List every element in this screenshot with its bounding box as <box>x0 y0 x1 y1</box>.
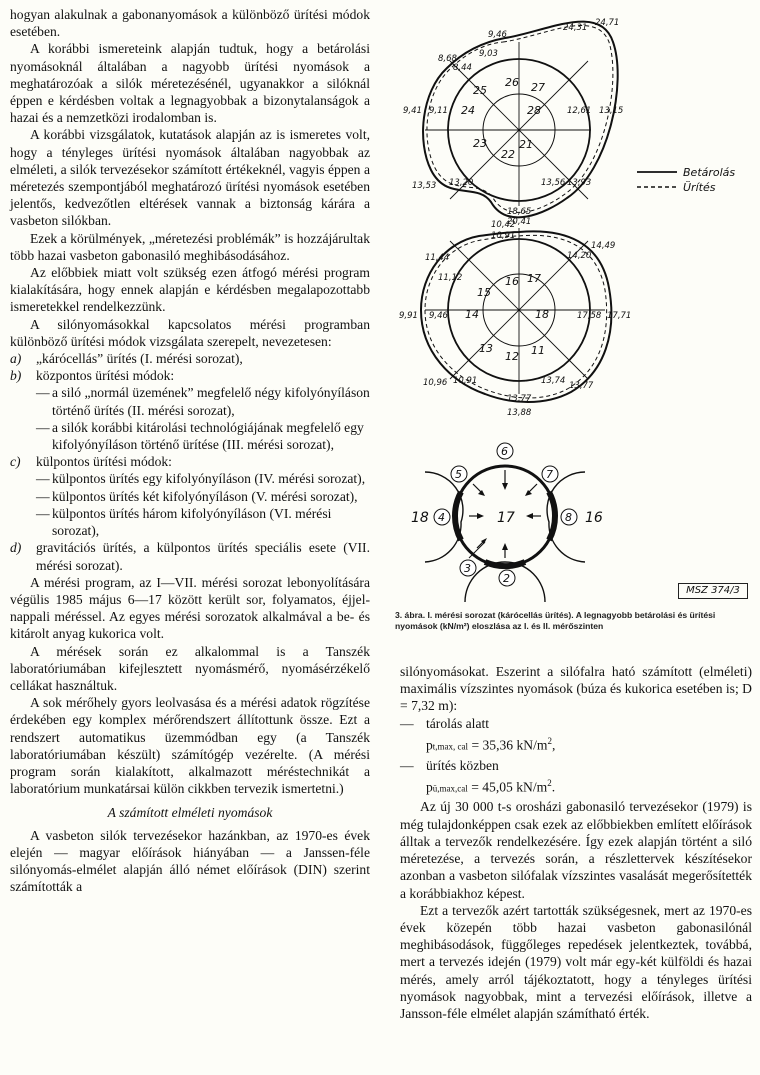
sub-list-text: külpontos ürítés három kifolyónyíláson (VI. mérési sorozat), <box>52 505 332 539</box>
gauge-number: 7 <box>546 468 553 481</box>
value-label: 8,68 <box>438 54 457 64</box>
value-label: 13,77 <box>507 394 532 404</box>
paragraph: Ezek a körülmények, „méretezési problémák” is hozzájárultak több hazai vasbeton gabonasiló meghibásodásához. <box>10 230 370 263</box>
value-label: 11,12 <box>438 273 463 283</box>
value-label: 17,71 <box>607 311 632 321</box>
gauge-number: 11 <box>531 344 545 357</box>
list-item: — tárolás alatt <box>400 715 752 732</box>
gauge-number: 27 <box>531 81 545 94</box>
paragraph: Az új 30 000 t-s orosházi gabonasiló tervezésekor (1979) is még tulajdonképpen csak ezek az előbbiekben említett előírások álltak a tervezők rendelkezésére. Így ezek alapján történt a siló méretezése, a tervezés során, a részlettervek készítésekor azonban a vasbeton silófalak vízszintes vasalását megerősítették a korábbiakhoz képest. <box>400 799 752 901</box>
right-column <box>400 663 752 1022</box>
section-heading: A számított elméleti nyomások <box>107 805 273 821</box>
sub-list-item: — külpontos ürítés egy kifolyónyíláson (IV. mérési sorozat), <box>10 470 370 487</box>
value-label: 9,91 <box>399 311 418 321</box>
value-label: 14,20 <box>567 251 592 261</box>
list-text: gravitációs ürítés, a külpontos ürítés speciális esete (VII. mérési sorozat). <box>36 540 370 573</box>
value-label: 13,20 <box>449 178 474 188</box>
cell-layout-schematic <box>411 443 603 602</box>
value-label: 18,65 <box>507 207 532 217</box>
list-text: ürítés közben <box>426 757 499 773</box>
figure-caption: 3. ábra. I. mérési sorozat (kárócellás ürítés). A legnagyobb betárolási és ürítési nyomások (kN/m²) eloszlása az I. és II. mérőszinten <box>395 610 716 631</box>
value-label: 10,96 <box>423 378 448 388</box>
paragraph: silónyomásokat. Eszerint a silófalra ható számított (elméleti) maximális vízszintes nyomások (búza és kukorica esetében is; D = 7,32 m): <box>400 664 752 714</box>
paragraph: A korábbi vizsgálatok, kutatások alapján az is ismeretes volt, hogy a tényleges ürítési nyomások általában nagyobbak az elméleti, a silók tervezésekor számított értékeknél, vagyis éppen a méretezés szempontjából meghatározó ürítési nyomások esetében jelentős, kedvezőtlen eltérések vannak a biztonság kárára a vasbeton silókban. <box>10 127 370 229</box>
gauge-number: 22 <box>501 148 515 161</box>
standard-stamp: MSZ 374/3 <box>678 583 748 599</box>
gauge-number: 6 <box>501 445 508 458</box>
list-text: tárolás alatt <box>426 715 490 731</box>
left-column <box>10 6 370 895</box>
paragraph: Az előbbiek miatt volt szükség ezen átfogó mérési program kialakítására, hogy ennek alapján e kérdésben megalapozottabb ismeretekkel rendelkezzünk. <box>10 265 370 315</box>
paragraph: A mérési program, az I—VII. mérési sorozat lebonyolítására végülis 1985 május 6—17 között került sor, folyamatos, éjjel-nappali méréssel. Az egyes mérési sorozatok alkalmával a be- és kitárolt anyag kukorica volt. <box>10 574 370 642</box>
value-label: 10,91 <box>453 376 478 386</box>
value-label: 11,44 <box>425 253 450 263</box>
value-label: 13,53 <box>412 181 437 191</box>
value-label: 9,46 <box>488 30 507 40</box>
gauge-number: 15 <box>477 286 491 299</box>
cell-number-center: 17 <box>497 510 515 526</box>
value-label: 9,11 <box>429 106 448 116</box>
gauge-number: 2 <box>503 572 510 585</box>
value-label: 9,46 <box>429 311 448 321</box>
list-text: központos ürítési módok: <box>36 368 175 384</box>
gauge-number: 13 <box>479 342 493 355</box>
value-label: 13,15 <box>599 106 624 116</box>
list-label: d) <box>10 540 22 556</box>
sub-list-text: a siló „normál üzemének” megfelelő négy kifolyónyíláson történő ürítés (II. mérési sorozat), <box>52 385 370 418</box>
gauge-number: 17 <box>527 272 541 285</box>
value-label: 24,31 <box>563 23 588 33</box>
diagram-level-1 <box>403 18 623 227</box>
gauge-number: 23 <box>473 137 487 150</box>
value-label: 13,74 <box>541 376 566 386</box>
value-label: 10,42 <box>491 220 516 230</box>
value-label: 9,41 <box>403 106 422 116</box>
list-text: „kárócellás” ürítés (I. mérési sorozat), <box>36 351 243 367</box>
list-text: külpontos ürítési módok: <box>36 454 172 470</box>
paragraph: Ezt a tervezők azért tartották szükségesnek, mert az 1970-es évek közepén több hazai vasbeton gabonasilónál meghibásodások, függőleges repedések jelentkeztek, továbbá, mert a tervezés idején (1979) volt már egy-két külföldi és hazai mérés, amely arról tájékoztatott, hogy a tényleges ürítési nyomások nagyobbak, mint a tervezési előírások, illetve a Jansson-féle elmélet alapján számítható érték. <box>400 902 752 1021</box>
list-item <box>10 367 370 384</box>
sub-list-item: — külpontos ürítés három kifolyónyíláson (VI. mérési sorozat), <box>10 505 370 539</box>
list-item: — ürítés közben <box>400 757 752 774</box>
paragraph: A sok mérőhely gyors leolvasása és a mérési adatok rögzítése érdekében egy komplex mérőrendszert állítottunk össze. Ezt a rendszert automatikus üzemmódban egy (a Tanszék laboratóriumában készült) számítógép vezérelte. (A mérési program során kialakított, alkalmazott méréstechnikát a laboratórium munkatársai külön cikkben tervezik ismertetni.) <box>10 695 370 797</box>
value-label: 13,56 <box>541 178 566 188</box>
gauge-number: 12 <box>505 350 519 363</box>
value-label: 13,93 <box>567 178 592 188</box>
legend-label-emptying: Ürítés <box>683 181 716 194</box>
gauge-number: 25 <box>473 84 487 97</box>
value-label: 17,58 <box>577 311 602 321</box>
value-label: 20,41 <box>507 217 532 227</box>
legend <box>637 166 735 194</box>
value-label: 13,88 <box>507 408 532 418</box>
list-label: b) <box>10 368 22 384</box>
gauge-number: 5 <box>455 468 462 481</box>
paragraph: A korábbi ismereteink alapján tudtuk, hogy a betárolási nyomásoknál általában a nagyobb ürítési nyomások a meghatározóak a silók méretezésénél, ugyanakkor a silóknál éppen e kérdésben voltak a legnagyobbak a bizonytalanságok a hazai és a nemzetközi irodalomban is. <box>10 41 370 126</box>
formula-filling: pt,max, cal = 35,36 $kN/m^2$, <box>426 735 556 753</box>
paragraph: A mérések során ez alkalommal is a Tanszék laboratóriumában kifejlesztett nyomásmérő, nyomásérzékelő cellákat használtuk. <box>10 643 370 693</box>
formula-emptying: pü,max,cal = 45,05 $kN/m^2$. <box>426 777 556 795</box>
gauge-number: 24 <box>461 104 475 117</box>
gauge-number: 8 <box>565 511 572 524</box>
gauge-number: 3 <box>464 562 471 575</box>
value-label: 8,44 <box>453 63 472 73</box>
gauge-number: 28 <box>527 104 541 117</box>
gauge-number: 14 <box>465 308 479 321</box>
cell-number-right: 16 <box>585 510 603 526</box>
figure-3 <box>395 2 757 642</box>
pressure-diagram <box>395 2 757 602</box>
value-label: 14,49 <box>591 241 616 251</box>
list-item <box>10 350 370 367</box>
value-label: 10,91 <box>491 231 516 241</box>
diagram-level-2 <box>399 220 631 418</box>
list-item <box>10 453 370 470</box>
value-label: 24,71 <box>595 18 620 28</box>
list-label: a) <box>10 351 22 367</box>
sub-list-item: — a silók korábbi kitárolási technológiájának megfelelő egy kifolyónyíláson történő ürítése (III. mérési sorozat), <box>10 419 370 453</box>
gauge-number: 4 <box>438 511 445 524</box>
cell-number-left: 18 <box>411 510 429 526</box>
gauge-number: 16 <box>505 275 519 288</box>
sub-list-text: a silók korábbi kitárolási technológiájának megfelelő egy kifolyónyíláson történő ürítése (III. mérési sorozat), <box>52 419 364 453</box>
gauge-number: 26 <box>505 76 519 89</box>
paragraph: hogyan alakulnak a gabonanyomások a különböző ürítési módok esetében. <box>10 7 370 40</box>
value-label: 13,77 <box>569 381 594 391</box>
list-label: c) <box>10 454 21 470</box>
value-label: 12,61 <box>567 106 592 116</box>
list-item <box>10 539 370 573</box>
paragraph: A vasbeton silók tervezésekor hazánkban, az 1970-es évek elején — magyar előírások hiányában — a Janssen-féle silónyomás-elmélet alapján álló német előírások (DIN) szerint számították a <box>10 827 370 895</box>
sub-list-item: — a siló „normál üzemének” megfelelő négy kifolyónyíláson történő ürítés (II. mérési sorozat), <box>36 385 370 418</box>
value-label: 9,03 <box>479 49 498 59</box>
sub-list-text: külpontos ürítés két kifolyónyíláson (V. mérési sorozat), <box>52 488 358 504</box>
paragraph: A silónyomásokkal kapcsolatos mérési programban különböző ürítési módok vizsgálata szerepelt, nevezetesen: <box>10 316 370 349</box>
sub-list-item: — külpontos ürítés két kifolyónyíláson (V. mérési sorozat), <box>10 488 370 505</box>
gauge-number: 21 <box>519 138 533 151</box>
legend-label-filling: Betárolás <box>683 166 736 179</box>
sub-list-text: külpontos ürítés egy kifolyónyíláson (IV. mérési sorozat), <box>52 471 366 487</box>
gauge-number: 18 <box>535 308 549 321</box>
